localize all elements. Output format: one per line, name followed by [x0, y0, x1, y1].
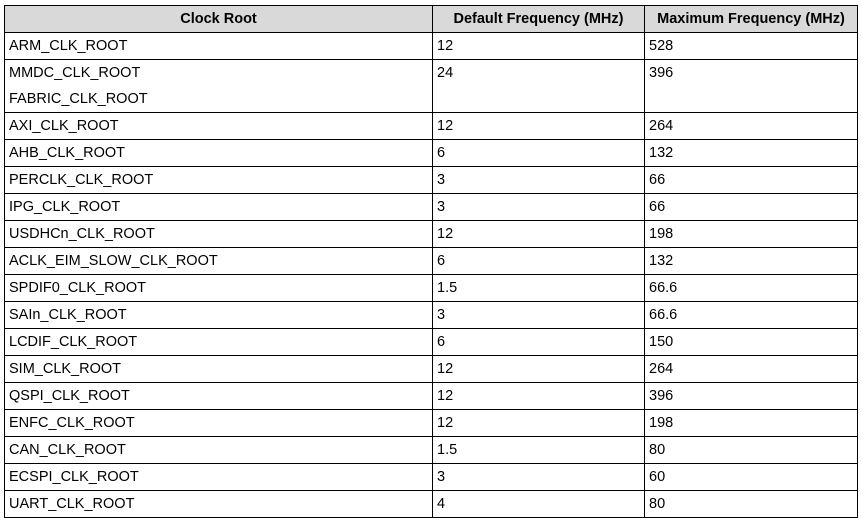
- maximum-frequency-value: 66: [649, 172, 666, 188]
- maximum-frequency-value: 396: [649, 65, 674, 81]
- cell-maximum-frequency: [645, 33, 858, 60]
- cell-maximum-frequency: [645, 221, 858, 248]
- clock-root-name: CAN_CLK_ROOT: [9, 442, 126, 458]
- table-row: [5, 383, 858, 410]
- table-row: [5, 275, 858, 302]
- cell-default-frequency: [433, 464, 645, 491]
- cell-clock-root: [5, 194, 433, 221]
- table-row: [5, 33, 858, 60]
- cell-default-frequency: [433, 221, 645, 248]
- table-row: [5, 113, 858, 140]
- cell-default-frequency: [433, 491, 645, 518]
- maximum-frequency-value: 80: [649, 496, 666, 512]
- table-row: [5, 248, 858, 275]
- table-row: [5, 221, 858, 248]
- maximum-frequency-value: 132: [649, 145, 674, 161]
- clock-root-name: UART_CLK_ROOT: [9, 496, 135, 512]
- clock-root-name: SIM_CLK_ROOT: [9, 361, 121, 377]
- table-row: [5, 410, 858, 437]
- cell-clock-root: [5, 410, 433, 437]
- clock-root-name: USDHCn_CLK_ROOT: [9, 226, 155, 242]
- maximum-frequency-value: 80: [649, 442, 666, 458]
- cell-default-frequency: [433, 329, 645, 356]
- default-frequency-value: 3: [437, 172, 446, 188]
- cell-clock-root: [5, 33, 433, 60]
- cell-clock-root: [5, 60, 433, 113]
- table-row: [5, 194, 858, 221]
- default-frequency-value: 12: [437, 38, 454, 54]
- table-row: [5, 356, 858, 383]
- cell-clock-root: [5, 167, 433, 194]
- cell-clock-root: [5, 221, 433, 248]
- maximum-frequency-value: 150: [649, 334, 674, 350]
- clock-root-name: MMDC_CLK_ROOT: [9, 65, 141, 81]
- clock-root-name: AHB_CLK_ROOT: [9, 145, 126, 161]
- default-frequency-value: 3: [437, 469, 446, 485]
- default-frequency-value: 6: [437, 253, 446, 269]
- cell-maximum-frequency: [645, 140, 858, 167]
- clock-root-name: IPG_CLK_ROOT: [9, 199, 121, 215]
- clock-root-name: PERCLK_CLK_ROOT: [9, 172, 154, 188]
- default-frequency-value: 12: [437, 388, 454, 404]
- clock-root-frequency-table: [4, 5, 858, 518]
- maximum-frequency-value: 528: [649, 38, 674, 54]
- clock-root-name: ECSPI_CLK_ROOT: [9, 469, 139, 485]
- default-frequency-value: 12: [437, 226, 454, 242]
- maximum-frequency-value: 198: [649, 415, 674, 431]
- cell-maximum-frequency: [645, 383, 858, 410]
- default-frequency-value: 6: [437, 145, 446, 161]
- maximum-frequency-value: 198: [649, 226, 674, 242]
- default-frequency-value: 12: [437, 361, 454, 377]
- table-row: [5, 140, 858, 167]
- cell-default-frequency: [433, 248, 645, 275]
- default-frequency-value: 12: [437, 118, 454, 134]
- header-maximum-frequency: Maximum Frequency (MHz): [645, 6, 858, 33]
- maximum-frequency-value: 396: [649, 388, 674, 404]
- default-frequency-value: 4: [437, 496, 446, 512]
- cell-clock-root: [5, 491, 433, 518]
- clock-root-name: ACLK_EIM_SLOW_CLK_ROOT: [9, 253, 218, 269]
- clock-root-name: FABRIC_CLK_ROOT: [9, 91, 148, 107]
- cell-maximum-frequency: [645, 491, 858, 518]
- cell-default-frequency: [433, 140, 645, 167]
- maximum-frequency-value: 60: [649, 469, 666, 485]
- maximum-frequency-value: 66.6: [649, 280, 678, 296]
- cell-default-frequency: [433, 194, 645, 221]
- cell-default-frequency: [433, 410, 645, 437]
- cell-default-frequency: [433, 33, 645, 60]
- table-row: [5, 60, 858, 113]
- table-body: [5, 33, 858, 518]
- table-row: [5, 491, 858, 518]
- cell-clock-root: [5, 275, 433, 302]
- cell-maximum-frequency: [645, 60, 858, 113]
- cell-clock-root: [5, 113, 433, 140]
- default-frequency-value: 3: [437, 307, 446, 323]
- cell-default-frequency: [433, 113, 645, 140]
- maximum-frequency-value: 66.6: [649, 307, 678, 323]
- clock-root-name: ENFC_CLK_ROOT: [9, 415, 135, 431]
- cell-maximum-frequency: [645, 356, 858, 383]
- default-frequency-value: 24: [437, 65, 454, 81]
- cell-maximum-frequency: [645, 410, 858, 437]
- default-frequency-value: 1.5: [437, 442, 458, 458]
- default-frequency-value: 1.5: [437, 280, 458, 296]
- cell-default-frequency: [433, 356, 645, 383]
- cell-maximum-frequency: [645, 302, 858, 329]
- cell-default-frequency: [433, 437, 645, 464]
- table-row: [5, 167, 858, 194]
- table-row: [5, 437, 858, 464]
- cell-default-frequency: [433, 167, 645, 194]
- cell-default-frequency: [433, 302, 645, 329]
- maximum-frequency-value: 66: [649, 199, 666, 215]
- table-row: [5, 464, 858, 491]
- clock-root-name: SPDIF0_CLK_ROOT: [9, 280, 146, 296]
- cell-clock-root: [5, 356, 433, 383]
- cell-clock-root: [5, 437, 433, 464]
- maximum-frequency-value: 264: [649, 118, 674, 134]
- header-clock-root: Clock Root: [5, 6, 433, 33]
- maximum-frequency-value: 264: [649, 361, 674, 377]
- cell-maximum-frequency: [645, 113, 858, 140]
- table-header-row: [5, 6, 858, 33]
- cell-maximum-frequency: [645, 329, 858, 356]
- default-frequency-value: 6: [437, 334, 446, 350]
- cell-clock-root: [5, 302, 433, 329]
- clock-root-name: LCDIF_CLK_ROOT: [9, 334, 138, 350]
- cell-maximum-frequency: [645, 167, 858, 194]
- header-default-frequency: Default Frequency (MHz): [433, 6, 645, 33]
- cell-clock-root: [5, 248, 433, 275]
- clock-root-name: QSPI_CLK_ROOT: [9, 388, 130, 404]
- table-row: [5, 329, 858, 356]
- maximum-frequency-value: 132: [649, 253, 674, 269]
- cell-clock-root: [5, 464, 433, 491]
- cell-maximum-frequency: [645, 464, 858, 491]
- cell-clock-root: [5, 329, 433, 356]
- cell-maximum-frequency: [645, 248, 858, 275]
- cell-clock-root: [5, 140, 433, 167]
- default-frequency-value: 12: [437, 415, 454, 431]
- clock-root-name: SAIn_CLK_ROOT: [9, 307, 127, 323]
- table-row: [5, 302, 858, 329]
- cell-maximum-frequency: [645, 275, 858, 302]
- cell-default-frequency: [433, 275, 645, 302]
- cell-default-frequency: [433, 60, 645, 113]
- cell-clock-root: [5, 383, 433, 410]
- default-frequency-value: 3: [437, 199, 446, 215]
- cell-maximum-frequency: [645, 437, 858, 464]
- cell-maximum-frequency: [645, 194, 858, 221]
- cell-default-frequency: [433, 383, 645, 410]
- clock-root-name: AXI_CLK_ROOT: [9, 118, 119, 134]
- clock-root-name: ARM_CLK_ROOT: [9, 38, 128, 54]
